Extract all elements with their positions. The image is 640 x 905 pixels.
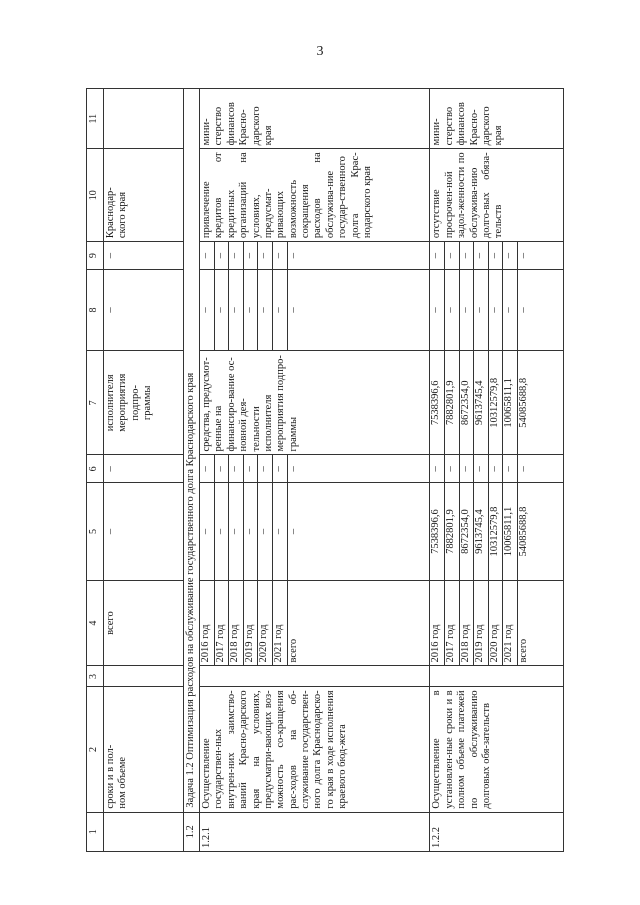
cont-c4: всего — [104, 580, 184, 666]
value: – — [273, 270, 288, 350]
value: – — [287, 528, 299, 535]
value: – — [445, 455, 460, 482]
amount: 9613745,4 — [474, 483, 489, 579]
page-number: 3 — [316, 44, 324, 59]
value: – — [258, 483, 273, 579]
value: – — [200, 242, 215, 269]
program-table — [86, 88, 564, 852]
funding-source: средства, предусмот-ренные на финансиро-вание ос-новной дея-тельности исполнителя мероприятия подпро-граммы — [200, 351, 430, 455]
amount: 7882801,9 — [445, 483, 460, 579]
amount: 10312579,8 — [489, 483, 504, 579]
header-cell: 8 — [87, 269, 104, 350]
value: – — [489, 242, 504, 269]
cont-c2: сроки и в пол- ном объеме — [104, 687, 184, 812]
header-row — [87, 89, 104, 852]
value: – — [489, 270, 504, 350]
row-description: Осуществление государствен-ных внутрен-них заимство-ваний Красно-дарского края на условиях, предусматри-вающих воз-можность со-кращения рас-ходов на об-служивание государствен-ного долга Краснодарско-го края в ходе исполнения краевого бюд-жета — [200, 687, 430, 812]
value: – — [229, 483, 244, 579]
c6-cell — [200, 455, 430, 483]
value: – — [215, 483, 230, 579]
value: – — [430, 455, 445, 482]
cont-c11 — [104, 89, 184, 149]
c5-cell — [430, 483, 564, 580]
cont-c1 — [104, 812, 184, 851]
amount: 7538396,6 — [430, 351, 445, 454]
cont-c10: Краснодар- ского края — [104, 149, 184, 242]
amount: 7538396,6 — [430, 483, 445, 579]
years-cell — [430, 580, 564, 666]
amount: 7882801,9 — [445, 351, 460, 454]
value: – — [460, 270, 475, 350]
row-description: Осуществление в установлен-ные сроки и в полном объеме платежей по обслуживанию долговых обя-зательств — [430, 687, 564, 812]
value: – — [430, 242, 445, 269]
years-cell — [200, 580, 430, 666]
year-label: 2020 год — [489, 581, 504, 666]
value: – — [244, 242, 259, 269]
c5-cell — [200, 483, 430, 580]
header-cell: 3 — [87, 666, 104, 687]
header-cell: 9 — [87, 242, 104, 270]
cont-c3 — [104, 666, 184, 687]
amount: 10312579,8 — [489, 351, 504, 454]
header-cell: 2 — [87, 687, 104, 812]
header-cell: 4 — [87, 580, 104, 666]
value: – — [445, 242, 460, 269]
c9-cell — [430, 242, 564, 270]
value: – — [287, 252, 299, 259]
value: – — [258, 270, 273, 350]
value: – — [474, 270, 489, 350]
value: – — [430, 270, 445, 350]
value: – — [460, 455, 475, 482]
value: – — [200, 483, 215, 579]
value: – — [489, 455, 504, 482]
year-label: 2016 год — [430, 581, 445, 666]
value: – — [244, 483, 259, 579]
c6-cell — [430, 455, 564, 483]
year-label: 2018 год — [460, 581, 475, 666]
year-label: 2017 год — [215, 581, 230, 666]
header-cell: 11 — [87, 89, 104, 149]
value: – — [474, 455, 489, 482]
value: – — [215, 455, 230, 482]
value: – — [215, 242, 230, 269]
amount: 10065811,1 — [503, 483, 518, 579]
rotated-table-container — [86, 88, 564, 852]
amount: 54085688,8 — [517, 377, 529, 428]
year-label: 2021 год — [503, 581, 518, 666]
value: – — [445, 270, 460, 350]
row-number: 1.2.1 — [200, 812, 430, 851]
header-cell: 5 — [87, 483, 104, 580]
value: – — [503, 455, 518, 482]
value: – — [229, 242, 244, 269]
value: – — [474, 242, 489, 269]
c7-cell — [430, 351, 564, 455]
amount: 8672354,0 — [460, 351, 475, 454]
row-c3 — [430, 666, 564, 687]
cont-c5: – — [104, 483, 184, 580]
header-cell: 6 — [87, 455, 104, 483]
cont-c7: исполнителя мероприятия подпро- граммы — [104, 351, 184, 455]
value: – — [503, 270, 518, 350]
row-c3 — [200, 666, 430, 687]
cont-c8: – — [104, 269, 184, 350]
year-label: 2017 год — [445, 581, 460, 666]
value: – — [517, 252, 529, 259]
value: – — [273, 455, 288, 482]
year-label: 2019 год — [244, 581, 259, 666]
header-cell: 1 — [87, 812, 104, 851]
year-label: 2019 год — [474, 581, 489, 666]
value: – — [273, 242, 288, 269]
continuation-row — [104, 89, 184, 852]
task-number: 1.2 — [184, 812, 200, 851]
task-row — [184, 89, 200, 852]
value: – — [287, 307, 299, 313]
header-cell: 10 — [87, 149, 104, 242]
year-label: 2020 год — [258, 581, 273, 666]
c8-cell — [200, 269, 430, 350]
year-label: всего — [287, 638, 299, 663]
table-row — [430, 89, 564, 852]
header-cell: 7 — [87, 351, 104, 455]
value: – — [244, 455, 259, 482]
value: – — [200, 455, 215, 482]
amount: 10065811,1 — [503, 351, 518, 454]
row-number: 1.2.2 — [430, 812, 564, 851]
amount: 9613745,4 — [474, 351, 489, 454]
amount: 54085688,8 — [517, 506, 529, 557]
value: – — [287, 466, 299, 472]
responsible-body: мини-стерство финансов Красно-дарского края — [430, 89, 564, 149]
task-title: Задача 1.2 Оптимизация расходов на обслуживание государственного долга Краснодарского края — [184, 89, 200, 813]
table-row — [200, 89, 430, 852]
year-label: всего — [517, 638, 529, 663]
c8-cell — [430, 269, 564, 350]
year-label: 2021 год — [273, 581, 288, 666]
cont-c6: – — [104, 455, 184, 483]
amount: 8672354,0 — [460, 483, 475, 579]
value: – — [273, 483, 288, 579]
value: – — [229, 455, 244, 482]
c9-cell — [200, 242, 430, 270]
value: – — [503, 242, 518, 269]
cont-c9: – — [104, 242, 184, 270]
value: – — [229, 270, 244, 350]
value: – — [460, 242, 475, 269]
expected-result: привлечение кредитов от кредитных организаций на условиях, предусмат-ривающих возможность сокращения расходов на обслужива-ние государ-ственного долга Крас-нодарского края — [200, 149, 430, 242]
value: – — [244, 270, 259, 350]
expected-result: отсутствие просрочен-ной задол-женности по обслужива-нию долго-вых обяза-тельств — [430, 149, 564, 242]
value: – — [215, 270, 230, 350]
value: – — [200, 270, 215, 350]
value: – — [517, 466, 529, 472]
year-label: 2016 год — [200, 581, 215, 666]
responsible-body: мини-стерство финансов Красно-дарского края — [200, 89, 430, 149]
year-label: 2018 год — [229, 581, 244, 666]
value: – — [258, 455, 273, 482]
value: – — [258, 242, 273, 269]
value: – — [517, 307, 529, 313]
